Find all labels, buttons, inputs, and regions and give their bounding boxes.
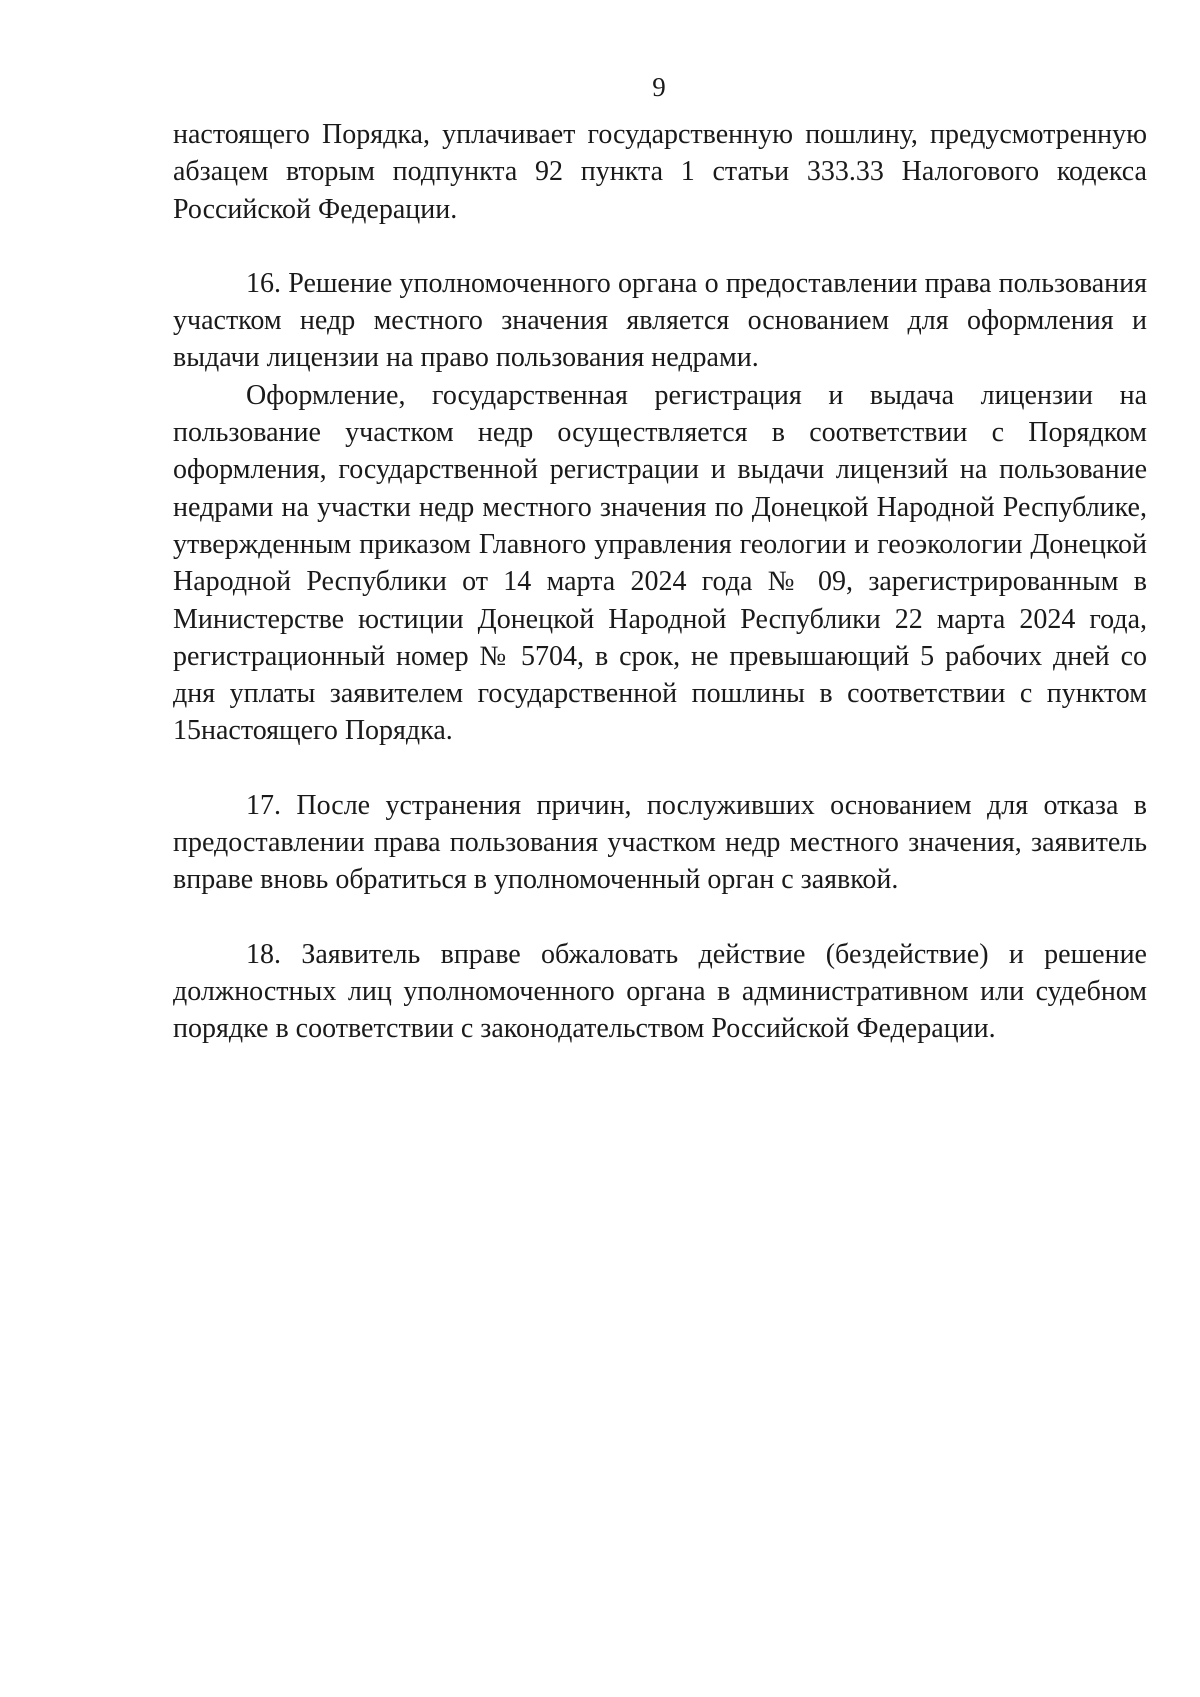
page-number: 9: [652, 72, 666, 102]
document-body: [173, 116, 1147, 1048]
paragraph-18: 18. Заявитель вправе обжаловать действие (бездействие) и решение должностных лиц уполномоченного органа в административном или судебном порядке в соответствии с законодательством Российской Федерации.: [173, 938, 1147, 1045]
paragraph-16-licensing: Оформление, государственная регистрация и выдача лицензии на пользование участком недр осуществляется в соответствии с Порядком оформления, государственной регистрации и выдачи лицензий на пользование недрами на участки недр местного значения по Донецкой Народной Республике, утвержденным приказом Главного управления геологии и геоэкологии Донецкой Народной Республики от 14 марта 2024 года № 09, зарегистрированным в Министерстве юстиции Донецкой Народной Республики 22 марта 2024 года, регистрационный номер № 5704, в срок, не превышающий 5 рабочих дней со дня уплаты заявителем государственной пошлины в соответствии с пунктом 15настоящего Порядка.: [173, 379, 1147, 747]
paragraph-16: 16. Решение уполномоченного органа о предоставлении права пользования участком недр местного значения является основанием для оформления и выдачи лицензии на право пользования недрами.: [173, 267, 1147, 374]
paragraph-17: 17. После устранения причин, послуживших основанием для отказа в предоставлении права пользования участком недр местного значения, заявитель вправе вновь обратиться в уполномоченный орган с заявкой.: [173, 789, 1147, 896]
paragraph-continuation: настоящего Порядка, уплачивает государственную пошлину, предусмотренную абзацем вторым подпункта 92 пункта 1 статьи 333.33 Налогового кодекса Российской Федерации.: [173, 119, 1147, 225]
